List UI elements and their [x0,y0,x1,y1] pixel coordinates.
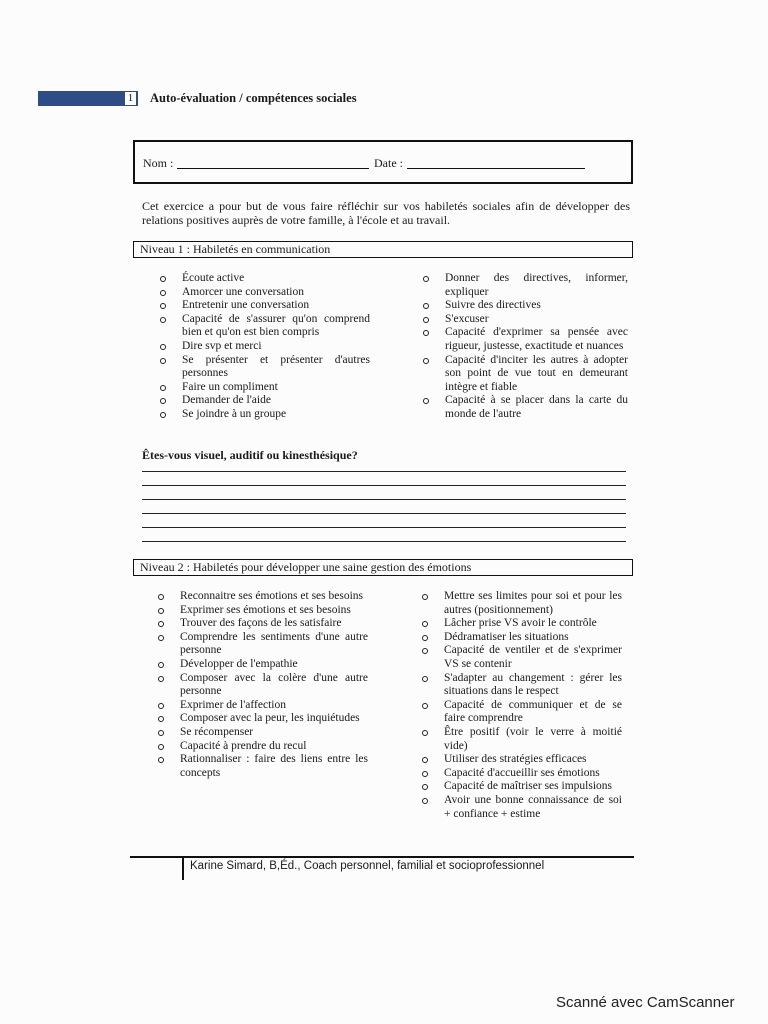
answer-line[interactable] [142,541,626,542]
list-item-label: Avoir une bonne connaissance de soi + confiance + estime [444,793,622,820]
list-item [158,631,368,658]
bullet-icon [160,385,166,391]
list-item-label: Comprendre les sentiments d'une autre personne [180,630,368,657]
list-item-label: Demander de l'aide [182,394,271,407]
list-item [158,617,368,631]
answer-line[interactable] [142,471,626,472]
bullet-icon [422,771,428,777]
list-item [160,408,370,422]
bullet-icon [422,621,428,627]
list-item [160,286,370,300]
list-item-label: Dire svp et merci [182,339,262,352]
list-item-label: Reconnaitre ses émotions et ses besoins [180,590,364,602]
list-item [160,354,370,381]
page-title: Auto-évaluation / compétences sociales [150,91,357,105]
list-item-label: Capacité à se placer dans la carte du monde de l'autre [445,394,628,420]
list-item [160,381,370,395]
list-item [423,313,628,327]
list-item-label: Capacité de ventiler et de s'exprimer VS se contenir [444,644,622,670]
footer-bar [182,858,184,880]
list-item-label: Capacité de maîtriser ses impulsions [444,780,612,793]
bullet-icon [158,757,164,763]
list-item-label: Être positif (voir le verre à moitié vide) [444,725,622,752]
list-item [422,644,622,671]
list-item-label: Se joindre à un groupe [182,407,287,420]
list-item [423,326,628,353]
list-item [158,658,368,672]
answer-line[interactable] [142,527,626,528]
list-item [423,394,628,421]
list-item [158,712,368,726]
list-item-label: Exprimer de l'affection [180,698,286,711]
list-item-label: Composer avec la colère d'une autre personne [180,671,368,698]
list-item-label: Mettre ses limites pour soi et pour les autres (positionnement) [444,590,622,616]
list-item-label: Lâcher prise VS avoir le contrôle [444,617,597,630]
bullet-icon [158,703,164,709]
answer-line[interactable] [142,513,626,514]
list-item [158,604,368,618]
list-item [422,590,622,617]
list-item-label: S'adapter au changement : gérer les situations dans le respect [444,671,622,698]
list-item-label: Donner des directives, informer, expliquer [445,272,628,298]
bullet-icon [160,290,166,296]
bullet-icon [160,276,166,282]
list-item-label: Capacité à prendre du recul [180,739,307,752]
list-item-label: Trouver des façons de les satisfaire [180,617,342,630]
level2-heading: Niveau 2 : Habiletés pour développer une saine gestion des émotions [133,559,633,576]
list-item-label: Amorcer une conversation [182,285,304,298]
bullet-icon [160,303,166,309]
list-item-label: S'excuser [445,312,489,325]
list-item [160,272,370,286]
section-band [38,91,138,106]
bullet-icon [158,730,164,736]
bullet-icon [158,662,164,668]
bullet-icon [160,317,166,323]
list-item [422,699,622,726]
bullet-icon [158,744,164,750]
answer-line[interactable] [142,499,626,500]
bullet-icon [158,716,164,722]
list-item-label: Développer de l'empathie [180,657,298,670]
list-item-label: Exprimer ses émotions et ses besoins [180,603,351,616]
list-item-label: Entretenir une conversation [182,299,310,312]
list-item [158,699,368,713]
list-item [423,299,628,313]
list-item [422,794,622,821]
level1-right-list [423,272,628,422]
bullet-icon [158,621,164,627]
bullet-icon [423,303,429,309]
list-item [422,726,622,753]
list-item-label: Capacité d'exprimer sa pensée avec rigueur, justesse, exactitude et nuances [445,326,628,352]
list-item [160,313,370,340]
bullet-icon [422,594,428,600]
name-field[interactable] [177,168,369,169]
bullet-icon [422,730,428,736]
date-field[interactable] [407,168,585,169]
list-item [422,780,622,794]
name-date-box [133,140,633,184]
scanner-watermark: Scanné avec CamScanner [556,994,735,1011]
list-item-label: Capacité d'inciter les autres à adopter son point de vue tout en demeurant intègre et fiable [445,353,628,393]
intro-paragraph: Cet exercice a pour but de vous faire réfléchir sur vos habiletés sociales afin de développer des relations positives auprès de votre famille, à l'école et au travail. [142,199,630,227]
list-item [158,590,368,604]
section-number: 1 [124,91,137,106]
list-item [158,740,368,754]
list-item-label: Écoute active [182,272,245,284]
author-credit: Karine Simard, B,Éd., Coach personnel, familial et socioprofessionnel [190,860,545,872]
level2-left-list [158,590,368,780]
learning-style-question: Êtes-vous visuel, auditif ou kinesthésique? [142,448,358,462]
list-item [423,272,628,299]
list-item-label: Se présenter et présenter d'autres personnes [182,353,370,380]
bullet-icon [422,676,428,682]
bullet-icon [422,635,428,641]
bullet-icon [158,594,164,600]
bullet-icon [423,276,429,282]
list-item-label: Rationnaliser : faire des liens entre les concepts [180,753,368,779]
list-item [422,767,622,781]
answer-line[interactable] [142,485,626,486]
bullet-icon [160,412,166,418]
footer-rule [130,856,634,858]
list-item [158,753,368,780]
list-item-label: Se récompenser [180,725,254,738]
bullet-icon [423,358,429,364]
level1-heading: Niveau 1 : Habiletés en communication [133,241,633,258]
bullet-icon [422,703,428,709]
list-item [422,617,622,631]
list-item [423,354,628,395]
bullet-icon [158,608,164,614]
name-label: Nom : [143,156,174,170]
bullet-icon [423,330,429,336]
bullet-icon [423,317,429,323]
list-item-label: Capacité de communiquer et de se faire comprendre [444,698,622,725]
list-item [160,340,370,354]
list-item [158,672,368,699]
level1-left-list [160,272,370,422]
list-item-label: Faire un compliment [182,380,278,393]
list-item-label: Capacité d'accueillir ses émotions [444,766,600,779]
list-item-label: Composer avec la peur, les inquiétudes [180,712,360,725]
bullet-icon [422,648,428,654]
bullet-icon [422,784,428,790]
list-item [422,672,622,699]
bullet-icon [422,757,428,763]
list-item [158,726,368,740]
bullet-icon [422,798,428,804]
list-item [422,631,622,645]
bullet-icon [160,344,166,350]
list-item-label: Dédramatiser les situations [444,630,569,643]
list-item [160,299,370,313]
list-item [422,753,622,767]
bullet-icon [158,635,164,641]
list-item [160,394,370,408]
date-label: Date : [374,156,403,170]
bullet-icon [158,676,164,682]
level2-right-list [422,590,622,821]
list-item-label: Capacité de s'assurer qu'on comprend bien et qu'on est bien compris [182,312,370,339]
bullet-icon [423,398,429,404]
list-item-label: Suivre des directives [445,299,541,312]
bullet-icon [160,398,166,404]
list-item-label: Utiliser des stratégies efficaces [444,753,587,766]
bullet-icon [160,358,166,364]
